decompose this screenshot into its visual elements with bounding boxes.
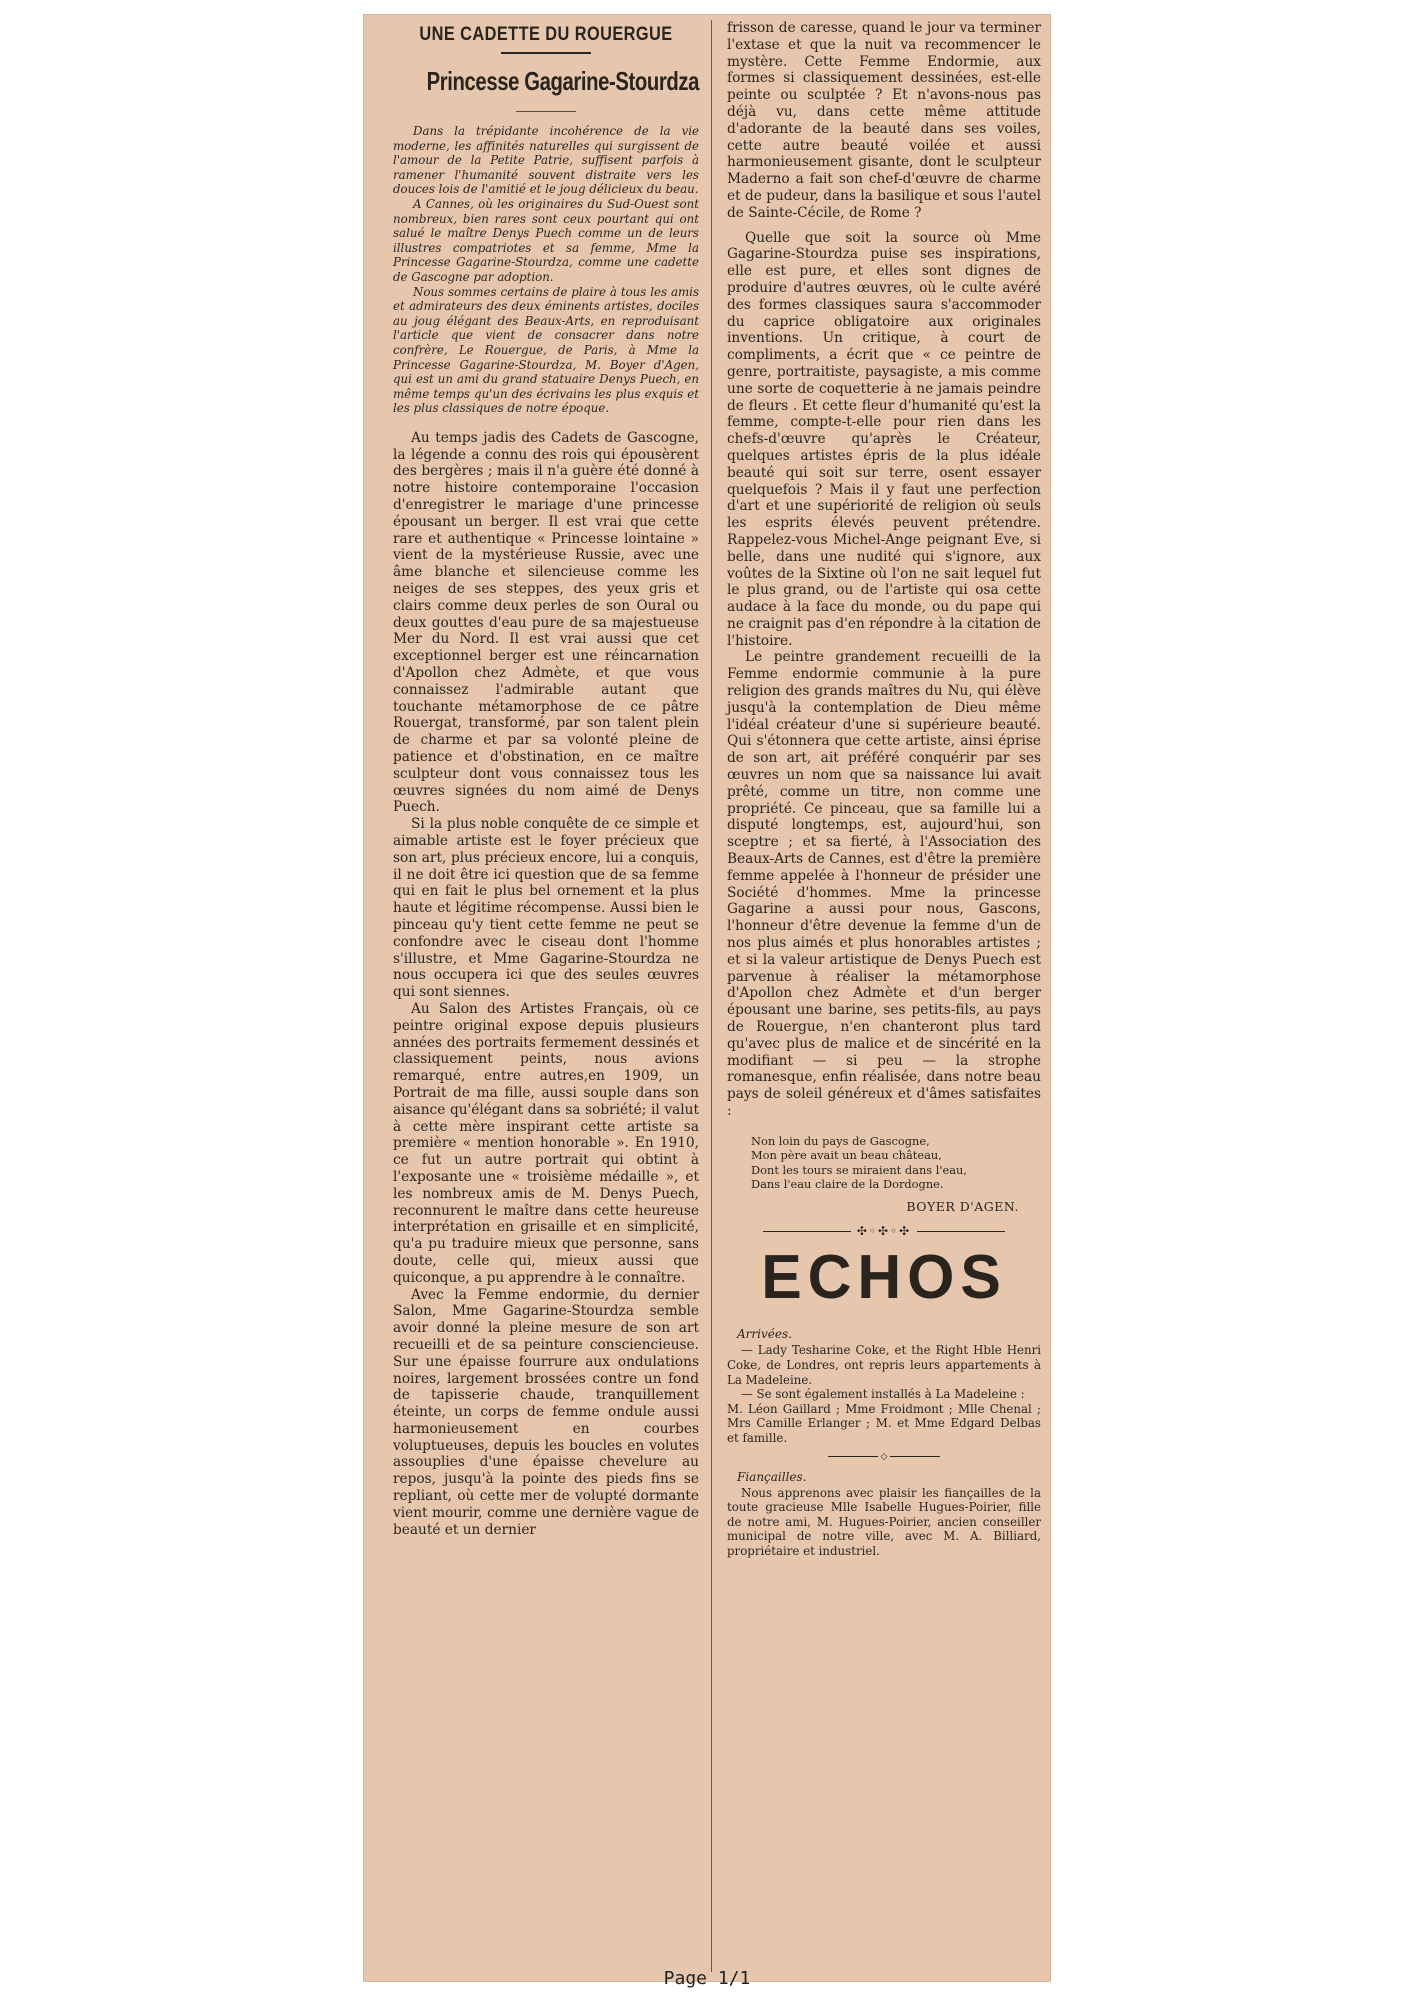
- column-right: [727, 14, 1041, 1559]
- arrivals-paragraph: M. Léon Gaillard ; Mme Froidmont ; Mlle Chenal ; Mrs Camille Erlanger ; M. et Mme Edgard Delbas et famille.: [727, 1401, 1041, 1445]
- arrivals-heading: Arrivées.: [737, 1327, 792, 1342]
- body-paragraph: frisson de caresse, quand le jour va terminer l'extase et que la nuit va recommencer le mystère. Cette Femme Endormie, aux formes si classiquement dessinées, est-elle peinte ou sculptée ? Et n'avons-nous pas déjà vu, dans cette même attitude d'adorante de la beauté dans ses voiles, cette autre beauté voilée et aussi harmonieusement gisante, dont le sculpteur Maderno a fait son chef-d'œuvre de charme et de pudeur, dans la basilique et sous l'autel de Sainte-Cécile, de Rome ?: [727, 20, 1041, 221]
- ornament-glyphs: ✣◦✣◦✣: [856, 1224, 912, 1239]
- column-left: [393, 14, 699, 1538]
- body-paragraph: Si la plus noble conquête de ce simple et aimable artiste est le foyer précieux que son art, plus précieux encore, lui a conquis, il ne doit être ici question que de sa femme qui en fait le plus bel ornement et la plus haute et légitime récompense. Aussi bien le pinceau qu'y tient cette femme ne peut se confondre avec le ciseau dont l'homme s'illustre, et Mme Gagarine-Stourdza ne nous occupera ici que des seules œuvres qui sont siennes.: [393, 816, 699, 1001]
- kicker-rule: [501, 52, 591, 54]
- echos-section: [727, 1327, 1041, 1558]
- intro-paragraph: Dans la trépidante incohérence de la vie moderne, les affinités naturelles qui surgissent de l'amour de la Petite Patrie, suffisent parfois à ramener l'humanité souvent distraite vers les douces lois de l'amitié et le joug délicieux du beau.: [393, 124, 699, 197]
- intro-paragraph: A Cannes, où les originaires du Sud-Ouest sont nombreux, bien rares sont ceux pourtant qui ont salué le maître Denys Puech comme un de leurs illustres compatriotes et sa femme, Mme la Princesse Gagarine-Stourdza, comme une cadette de Gascogne par adoption.: [393, 196, 699, 284]
- divider-glyph: ◇: [880, 1451, 888, 1462]
- article-body-right: [727, 20, 1041, 1120]
- engagements-paragraph: Nous apprenons avec plaisir les fiançailles de la toute gracieuse Mlle Isabelle Hugues-Poirier, fille de notre ami, M. Hugues-Poirier, ancien conseiller municipal de notre ville, avec M. A. Billiard, propriétaire et industriel.: [727, 1485, 1041, 1558]
- article-kicker: UNE CADETTE DU ROUERGUE: [419, 24, 673, 45]
- article-title: Princesse Gagarine-Stourdza: [426, 66, 700, 96]
- body-paragraph: Au Salon des Artistes Français, où ce peintre original expose depuis plusieurs années des portraits fermement dessinés et classiquement peints, nous avions remarqué, entre autres,en 1909, un Portrait de ma fille, aussi souple dans son aisance qu'élégant dans sa sobriété; il valut à cette mère inspirant cette artiste sa première « mention honorable ». En 1910, ce fut un autre portrait qui obtint à l'exposante une « troisième médaille », et les nombreux amis de M. Denys Puech, reconnurent le maître dans cette heureuse interprétation en grisaille et en simplicité, qu'a pu traduire mieux que personne, sans doute, celle qui, mieux aussi que quiconque, a pu apprendre à le connaître.: [393, 1000, 699, 1286]
- column-divider: [711, 20, 712, 1972]
- body-paragraph: Avec la Femme endormie, du dernier Salon, Mme Gagarine-Stourdza semble avoir donné la pleine mesure de son art recueilli et de sa peinture consciencieuse. Sur une épaisse fourrure aux ondulations noires, largement brossées contre un fond de tapisserie chaude, tranquillement éteinte, un corps de femme ondule aussi harmonieusement en courbes voluptueuses, depuis les boucles en volutes assouplies d'une épaisse chevelure au repos, jusqu'à la pointe des pieds fins se repliant, où cette mer de volupté dormante vient mourir, comme une dernière vague de beauté et un dernier: [393, 1286, 699, 1538]
- arrivals-paragraph: — Lady Tesharine Coke, et the Right Hble Henri Coke, de Londres, ont repris leurs appartements à La Madeleine.: [727, 1343, 1041, 1387]
- poem-line: Non loin du pays de Gascogne,: [751, 1133, 930, 1148]
- newspaper-clipping: [363, 14, 1051, 1982]
- poem-line: Dont les tours se miraient dans l'eau,: [751, 1162, 968, 1177]
- article-body-left: [393, 430, 699, 1539]
- intro-paragraph: Nous sommes certains de plaire à tous les amis et admirateurs des deux éminents artistes, dociles au joug élégant des Beaux-Arts, en reproduisant l'article que vient de consacrer dans notre confrère, Le Rouergue, de Paris, à Mme la Princesse Gagarine-Stourdza, M. Boyer d'Agen, qui est un ami du grand statuaire Denys Puech, en même temps qu'un des écrivains les plus exquis et les plus classiques de notre époque.: [393, 284, 699, 416]
- title-rule: [516, 111, 576, 112]
- poem-quote: [751, 1134, 1041, 1192]
- article-intro: [393, 124, 699, 416]
- body-paragraph: Quelle que soit la source où Mme Gagarine-Stourdza puise ses inspirations, elle est pure, et elles sont dignes de produire d'autres œuvres, où le culte avéré des formes classiques saura s'accommoder du caprice obligatoire aux originales inventions. Un critique, à court de compliments, a écrit que « ce peintre de genre, portraitiste, paysagiste, a mis comme une sorte de coquetterie à ne jamais peindre de fleurs . Et cette fleur d'humanité qu'est la femme, compte-t-elle pour rien dans les chefs-d'œuvre qu'après le Créateur, quelques artistes épris de la plus idéale beauté qui soit sur terre, osent essayer quelquefois ? Mais il y faut une perfection d'art et une supériorité de religion où seuls les esprits élevés peuvent prétendre. Rappelez-vous Michel-Ange peignant Eve, si belle, dans une nudité qui s'ignore, aux voûtes de la Sixtine où l'on ne sait lequel fut le plus grand, ou de l'artiste qui osa cette audace à la face du monde, ou du pape qui ne craignit pas d'en répondre à la citation de l'histoire.: [727, 229, 1041, 649]
- engagements-heading: Fiançailles.: [737, 1469, 807, 1484]
- arrivals-paragraph: — Se sont également installés à La Madeleine :: [741, 1387, 1025, 1402]
- page-number: Page 1/1: [663, 1968, 751, 1989]
- author-signature: BOYER D'AGEN.: [906, 1199, 1019, 1215]
- poem-line: Mon père avait un beau château,: [751, 1148, 942, 1163]
- section-ornament: [727, 1224, 1041, 1238]
- echos-title: ECHOS: [761, 1243, 1007, 1313]
- body-paragraph: Au temps jadis des Cadets de Gascogne, la légende a connu des rois qui épousèrent des bergères ; mais il n'a guère été donné à notre histoire contemporaine l'occasion d'enregistrer le mariage d'une princesse épousant un berger. Il est vrai que cette rare et authentique « Princesse lointaine » vient de la mystérieuse Russie, avec une âme blanche et silencieuse comme les neiges de ses steppes, des yeux gris et clairs comme deux perles de son Oural ou deux gouttes d'eau pure de sa majestueuse Mer du Nord. Il est vrai aussi que cet exceptionnel berger est une réincarnation d'Apollon chez Admète, et que vous connaissez l'admirable autant que touchante métamorphose de ce pâtre Rouergat, transformé, par son talent plein de charme et par sa volonté pleine de patience et d'obstination, en ce maître sculpteur dont vous connaissez tous les œuvres signées du nom aimé de Denys Puech.: [393, 429, 699, 816]
- small-divider: [727, 1452, 1041, 1462]
- body-paragraph: Le peintre grandement recueilli de la Femme endormie communie à la pure religion des grands maîtres du Nu, qui élève jusqu'à la contemplation de Dieu même l'idéal créateur d'une si supérieure beauté. Qui s'étonnera que cette artiste, ainsi éprise de son art, ait préféré conquérir par ses œuvres un nom que sa naissance lui avait prêté, comme un titre, non comme une propriété. Ce pinceau, que sa famille lui a disputé longtemps, est, aujourd'hui, son sceptre ; et sa fierté, à l'Association des Beaux-Arts de Cannes, est d'être la première femme appelée à l'honneur de présider une Société d'hommes. Mme la princesse Gagarine a aussi pour nous, Gascons, l'honneur d'être devenue la femme d'un de nos plus aimés et plus honorables artistes ; et si la valeur artistique de Denys Puech est parvenue à réaliser la métamorphose d'Apollon chez Admète et d'un berger épousant une barine, ses petits-fils, au pays de Rouergue, n'en chanteront plus tard qu'avec plus de malice et de sincérité en la modifiant — si peu — la strophe romanesque, enfin réalisée, dans notre beau pays de soleil généreux et d'âmes satisfaites :: [727, 649, 1041, 1119]
- poem-line: Dans l'eau claire de la Dordogne.: [751, 1177, 944, 1192]
